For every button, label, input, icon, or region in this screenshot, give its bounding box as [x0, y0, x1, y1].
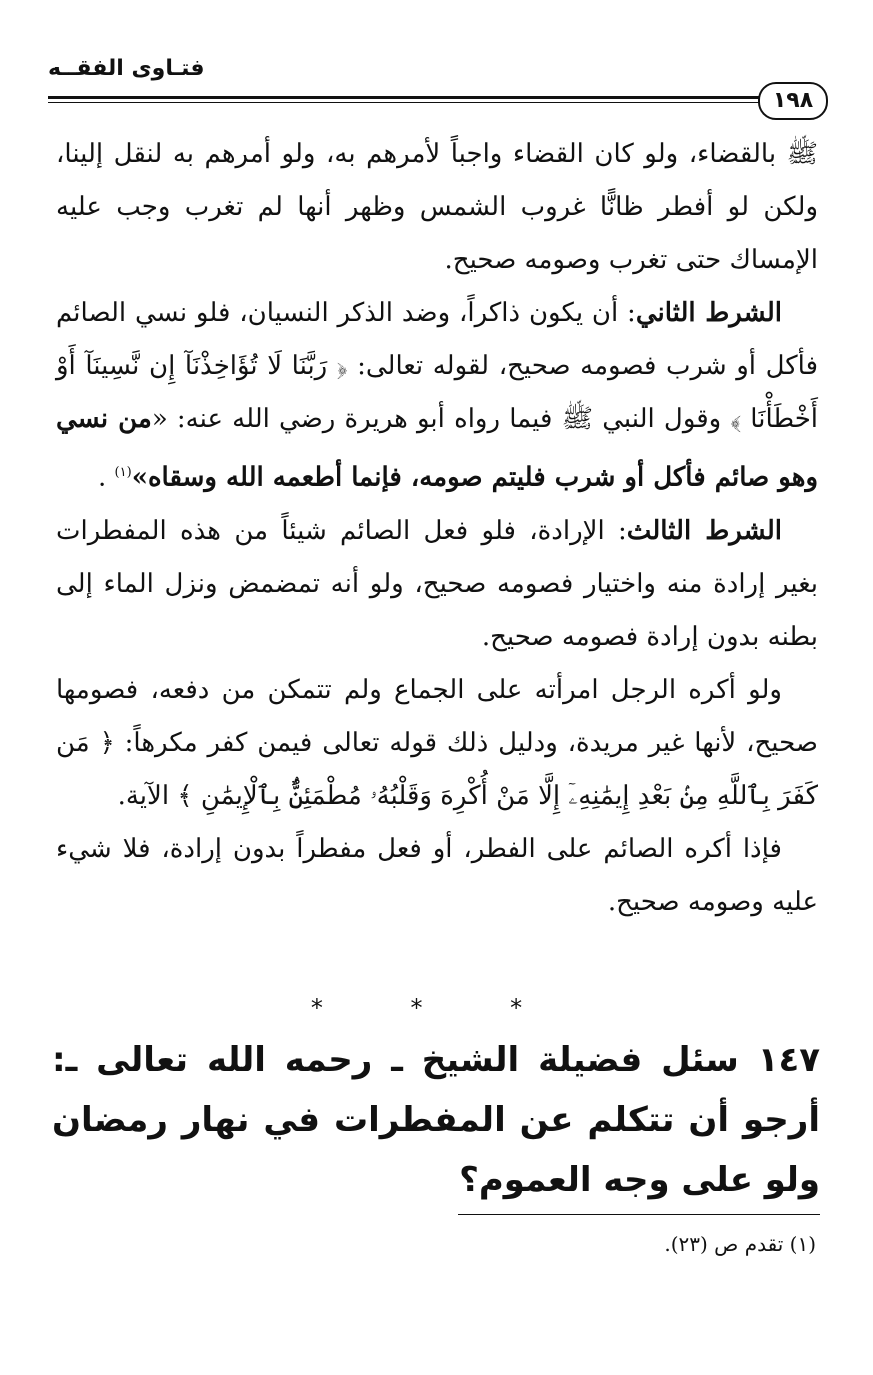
paragraph-coercion: ولو أكره الرجل امرأته على الجماع ولم تتمكن من دفعه، فصومها صحيح، لأنها غير مريدة، ودليل ذلك قوله تعالى فيمن كفر مكرهاً: ﴿ مَن كَفَرَ بِٱللَّهِ مِنۢ بَعْدِ إِيمَٰنِهِۦٓ إِلَّا مَنْ أُكْرِهَ وَقَلْبُهُۥ مُطْمَئِنٌّۢ بِٱلْإِيمَٰنِ ﴾ الآية.	[56, 674, 818, 811]
condition-2-label: الشرط الثاني	[635, 298, 782, 328]
condition-2-text: : أن يكون ذاكراً، وضد الذكر النسيان، فلو نسي الصائم فأكل أو شرب فصومه صحيح، لقوله تعالى: ﴿ رَبَّنَا لَا تُؤَاخِذْنَآ إِن نَّسِينَآ أَوْ أَخْطَأْنَا ﴾ وقول النبي ﷺ فيما رواه أبو هريرة رضي الله عنه: «	[56, 298, 819, 434]
footnote: (١) تقدم ص (٢٣).	[664, 1232, 816, 1256]
condition-3-text: : الإرادة، فلو فعل الصائم شيئاً من هذه المفطرات بغير إرادة منه واختيار فصومه صحيح، ولو أنه تمضمض ونزل الماء إلى بطنه بدون إرادة فصومه صحيح.	[56, 515, 818, 652]
question-number: ١٤٧	[757, 1040, 820, 1080]
condition-3-label: الشرط الثالث	[626, 515, 782, 546]
section-separator: * * *	[310, 994, 563, 1022]
header-rule	[48, 96, 760, 99]
paragraph-condition-2	[56, 287, 818, 505]
paragraph-condition-3	[56, 505, 818, 664]
page-number: ١٩٨	[758, 82, 828, 120]
body-text	[56, 128, 818, 929]
question-block	[52, 1030, 820, 1210]
paragraph-continuation: ﷺ بالقضاء، ولو كان القضاء واجباً لأمرهم به، ولو أمرهم به لنقل إلينا، ولكن لو أفطر ظانًّا غروب الشمس وظهر أنها لم تغرب وجب عليه الإمساك حتى تغرب وصومه صحيح.	[56, 139, 818, 275]
paragraph-conclusion: فإذا أكره الصائم على الفطر، أو فعل مفطراً بدون إرادة، فلا شيء عليه وصومه صحيح.	[56, 833, 818, 917]
running-title: فتـاوى الفقــه	[48, 56, 205, 81]
hadith-text: من نسي وهو صائم فأكل أو شرب فليتم صومه، فإنما أطعمه الله وسقاه	[56, 404, 818, 493]
hadith-close: »	[131, 462, 148, 493]
header-rule-thin	[48, 102, 760, 103]
footnote-rule	[458, 1214, 820, 1215]
footnote-marker: (١)	[114, 465, 132, 480]
question-text: سئل فضيلة الشيخ ـ رحمه الله تعالى ـ: أرجو أن تتكلم عن المفطرات في نهار رمضان ولو على وجه العموم؟	[52, 1040, 820, 1200]
condition-2-end: .	[98, 462, 115, 493]
